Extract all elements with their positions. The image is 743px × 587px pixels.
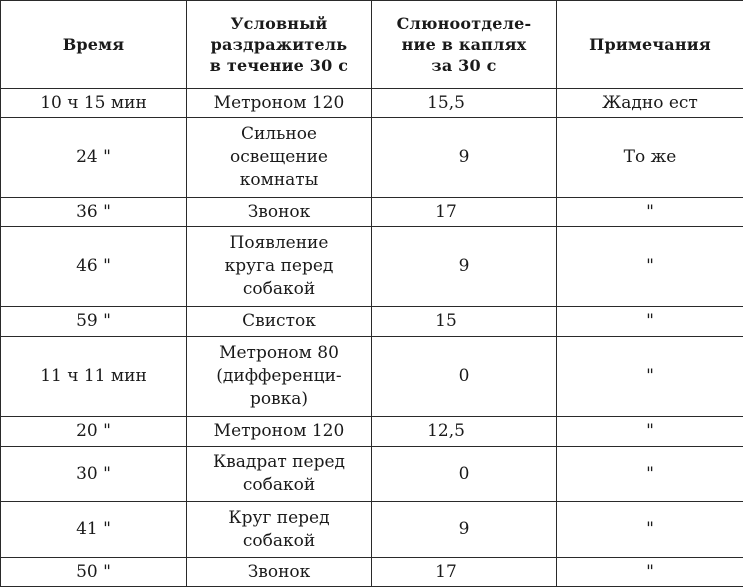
table-row (1, 118, 743, 198)
cell-note: " (557, 307, 743, 337)
header-notes: Примечания (557, 1, 743, 89)
table-row (1, 307, 743, 337)
cell-stimulus: Звонок (187, 558, 372, 587)
cell-time: 46 " (1, 227, 187, 307)
cell-stimulus: Появление круга перед собакой (187, 227, 372, 307)
table-row (1, 558, 743, 587)
cell-note: " (557, 227, 743, 307)
cell-stimulus: Свисток (187, 307, 372, 337)
cell-note: То же (557, 118, 743, 198)
cell-note: " (557, 337, 743, 417)
table-row (1, 502, 743, 558)
table-row (1, 198, 743, 227)
cell-stimulus: Сильное освещение комнаты (187, 118, 372, 198)
cell-time: 41 " (1, 502, 187, 558)
cell-stimulus: Метроном 120 (187, 417, 372, 447)
cell-note: Жадно ест (557, 89, 743, 118)
cell-time: 20 " (1, 417, 187, 447)
cell-salivation: 15 (372, 307, 557, 337)
cell-note: " (557, 417, 743, 447)
table-row (1, 447, 743, 502)
cell-stimulus: Метроном 80 (дифференци- ровка) (187, 337, 372, 417)
cell-salivation: 9 (372, 502, 557, 558)
table-row (1, 227, 743, 307)
header-salivation: Слюноотделе- ние в каплях за 30 с (372, 1, 557, 89)
cell-salivation: 0 (372, 447, 557, 502)
cell-salivation: 17 (372, 198, 557, 227)
cell-stimulus: Метроном 120 (187, 89, 372, 118)
header-row (1, 1, 743, 89)
table-row (1, 337, 743, 417)
cell-note: " (557, 558, 743, 587)
cell-salivation: 9 (372, 118, 557, 198)
cell-time: 59 " (1, 307, 187, 337)
cell-salivation: 0 (372, 337, 557, 417)
table-row (1, 417, 743, 447)
cell-time: 10 ч 15 мин (1, 89, 187, 118)
header-time: Время (1, 1, 187, 89)
cell-stimulus: Звонок (187, 198, 372, 227)
cell-time: 30 " (1, 447, 187, 502)
cell-time: 36 " (1, 198, 187, 227)
cell-salivation: 17 (372, 558, 557, 587)
cell-salivation: 12,5 (372, 417, 557, 447)
cell-salivation: 9 (372, 227, 557, 307)
cell-stimulus: Квадрат перед собакой (187, 447, 372, 502)
table-row (1, 89, 743, 118)
cell-salivation: 15,5 (372, 89, 557, 118)
cell-time: 11 ч 11 мин (1, 337, 187, 417)
cell-note: " (557, 198, 743, 227)
cell-time: 24 " (1, 118, 187, 198)
header-stimulus: Условный раздражитель в течение 30 с (187, 1, 372, 89)
cell-note: " (557, 447, 743, 502)
cell-time: 50 " (1, 558, 187, 587)
cell-note: " (557, 502, 743, 558)
cell-stimulus: Круг перед собакой (187, 502, 372, 558)
